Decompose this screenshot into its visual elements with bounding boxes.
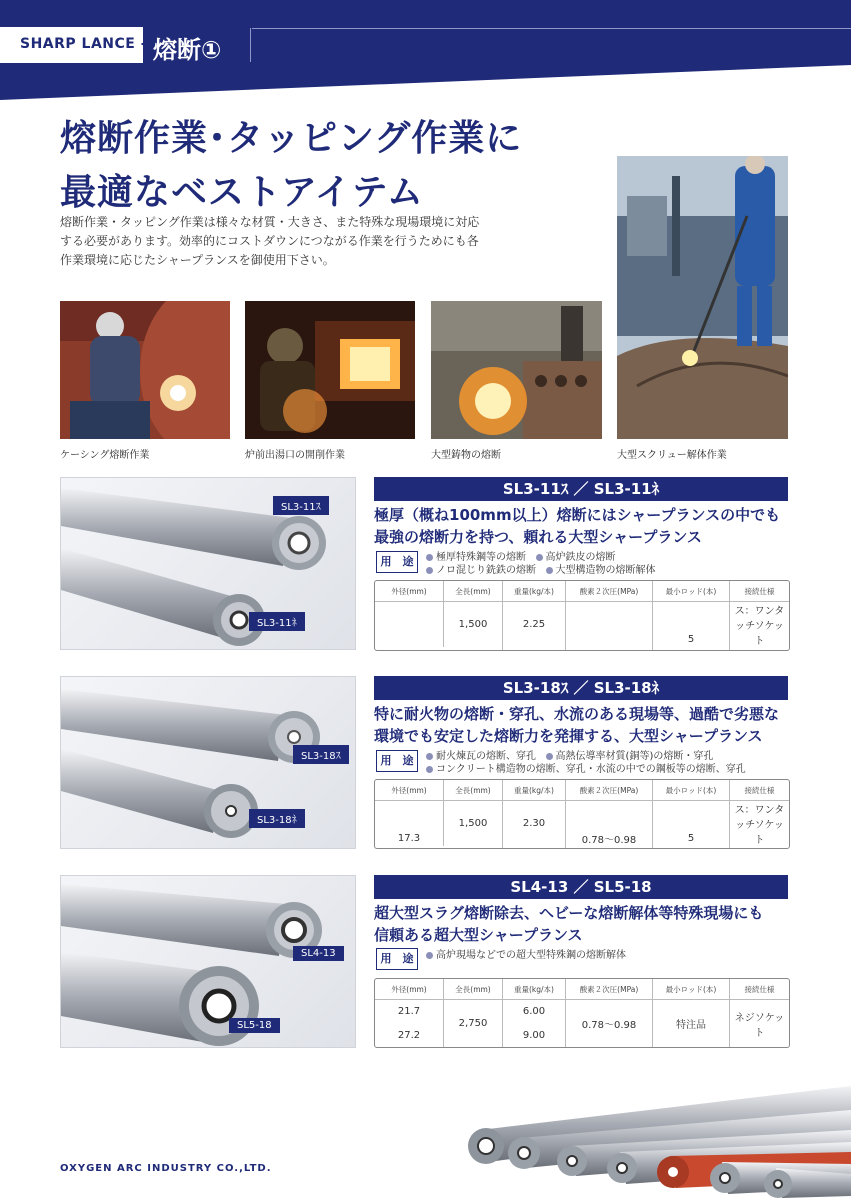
col-header: 接続仕様 — [730, 780, 790, 801]
spec-table — [374, 580, 790, 651]
product-description — [374, 902, 763, 946]
bullet-icon — [546, 753, 553, 760]
col-header: 重量(kg/本) — [503, 979, 566, 1000]
use-label: 用 途 — [376, 948, 418, 970]
col-header: 最小ロッド(本) — [653, 780, 730, 801]
desc-line: 環境でも安定した熔断力を発揮する、大型シャープランス — [374, 727, 763, 745]
product-tag: SL3-18ﾈ — [249, 809, 305, 828]
photo-furnace-tapping — [245, 301, 415, 439]
product-tag: SL5-18 — [229, 1018, 280, 1033]
product-tag: SL3-18ｽ — [293, 745, 349, 764]
product-description — [374, 504, 780, 548]
conn-cell — [730, 846, 790, 849]
header-divider — [250, 28, 251, 62]
product-tag: SL4-13 — [293, 946, 344, 961]
use-label: 用 途 — [376, 750, 418, 772]
product-image-sl3-18 — [60, 676, 356, 849]
conn-cell: ネジソケット — [730, 1000, 790, 1048]
use-text: 大型構造物の熔断解体 — [555, 565, 656, 576]
od-cell: 21.7 — [397, 1006, 421, 1018]
desc-line: 極厚（概ね100mm以上）熔断にはシャープランスの中でも — [374, 506, 781, 524]
col-header: 酸素２次圧(MPa) — [566, 979, 653, 1000]
footer-lances-image — [460, 1080, 851, 1200]
use-text: ノロ混じり銑鉄の熔断 — [436, 565, 536, 576]
bullet-icon — [426, 766, 433, 773]
col-header: 全長(mm) — [444, 780, 503, 801]
pressure-cell: 0.78～0.98 — [566, 1000, 653, 1048]
weight-cell: 2.30 — [503, 801, 566, 847]
min-rod-cell: 特注品 — [653, 1000, 730, 1048]
spec-table — [374, 978, 790, 1048]
col-header: 全長(mm) — [444, 979, 503, 1000]
od-cell: 27.2 — [397, 1029, 421, 1041]
desc-line: 特に耐火物の熔断・穿孔、水流のある現場等、過酷で劣悪な — [374, 705, 780, 723]
col-header: 酸素２次圧(MPa) — [566, 780, 653, 801]
product-tag: SL3-11ｽ — [273, 496, 329, 515]
pressure-cell — [566, 602, 653, 652]
col-header: 外径(mm) — [375, 581, 444, 602]
product-title-bar: SL3-18ｽ ／ SL3-18ﾈ — [374, 676, 788, 700]
use-text: 高炉現場などでの超大型特殊鋼の熔断解体 — [436, 950, 626, 961]
photo-casting-cutting — [431, 301, 602, 439]
pressure-cell: 0.78～0.98 — [566, 801, 653, 850]
col-header: 接続仕様 — [730, 581, 790, 602]
weight-cell: 9.00 — [503, 1024, 566, 1047]
length-cell — [444, 846, 503, 849]
bullet-icon — [426, 753, 433, 760]
bullet-icon — [536, 554, 543, 561]
photo-casing-cutting — [60, 301, 230, 439]
col-header: 重量(kg/本) — [503, 581, 566, 602]
use-text: 極厚特殊鋼等の熔断 — [436, 552, 526, 563]
conn-cell: ス：ワンタッチソケット — [730, 801, 790, 847]
footer-company: OXYGEN ARC INDUSTRY CO.,LTD. — [60, 1163, 272, 1174]
product-image-sl3-11 — [60, 477, 356, 650]
product-image-sl4-sl5 — [60, 875, 356, 1048]
header-label: SHARP LANCE -1 — [20, 36, 158, 52]
col-header: 全長(mm) — [444, 581, 503, 602]
min-rod-cell: 5 — [653, 602, 730, 652]
use-text: 高熱伝導率材質(銅等)の熔断・穿孔 — [555, 751, 714, 762]
product-description — [374, 703, 779, 747]
bullet-icon — [426, 554, 433, 561]
length-cell — [444, 647, 503, 651]
product-tag: SL3-11ﾈ — [249, 612, 305, 631]
bullet-icon — [546, 567, 553, 574]
od-cell: 17.3 — [397, 833, 421, 844]
product-title-bar: SL4-13 ／ SL5-18 — [374, 875, 788, 899]
header-rule — [252, 28, 851, 29]
length-cell: 1,500 — [444, 602, 503, 648]
od-cell — [375, 602, 444, 652]
conn-cell: ス：ワンタッチソケット — [730, 602, 790, 648]
col-header: 重量(kg/本) — [503, 780, 566, 801]
photo-screw-dismantling — [617, 156, 788, 439]
product-title-bar: SL3-11ｽ ／ SL3-11ﾈ — [374, 477, 788, 501]
col-header: 外径(mm) — [375, 979, 444, 1000]
desc-line: 信頼ある超大型シャープランス — [374, 926, 583, 944]
use-item — [426, 946, 626, 961]
conn-cell — [730, 647, 790, 651]
header-title: 熔断① — [153, 36, 222, 64]
photo-caption-1: ケーシング熔断作業 — [60, 450, 150, 461]
photo-caption-4: 大型スクリュー解体作業 — [617, 450, 727, 461]
headline-line-1: 熔断作業･タッピング作業に — [60, 118, 523, 159]
desc-line: 超大型スラグ熔断除去、ヘビーな熔断解体等特殊現場にも — [374, 904, 764, 922]
bullet-icon — [426, 952, 433, 959]
use-text: 高炉鉄皮の熔断 — [545, 552, 616, 563]
spec-table — [374, 779, 790, 849]
col-header: 酸素２次圧(MPa) — [566, 581, 653, 602]
weight-cell — [503, 647, 566, 651]
use-text: 耐火煉瓦の熔断、穿孔 — [436, 751, 536, 762]
col-header: 最小ロッド(本) — [653, 581, 730, 602]
headline-line-2: 最適なベストアイテム — [60, 172, 424, 213]
desc-line: 最強の熔断力を持つ、頼れる大型シャープランス — [374, 528, 702, 546]
length-cell: 1,500 — [444, 801, 503, 847]
headline — [60, 112, 522, 220]
weight-cell — [503, 846, 566, 849]
photo-caption-2: 炉前出湯口の開削作業 — [245, 450, 345, 461]
intro-text: 熔断作業・タッピング作業は様々な材質・大きさ、また特殊な現場環境に対応する必要があります。効率的にコストダウンにつながる作業を行うためにも各作業環境に応じたシャープランスを御使用下さい。 — [60, 215, 480, 267]
bullet-icon — [426, 567, 433, 574]
col-header: 外径(mm) — [375, 780, 444, 801]
use-label: 用 途 — [376, 551, 418, 573]
use-item — [426, 760, 746, 775]
use-item — [426, 561, 656, 576]
weight-cell: 6.00 — [503, 1000, 566, 1024]
photo-caption-3: 大型鋳物の熔断 — [431, 450, 501, 461]
length-cell: 2,750 — [444, 1000, 503, 1048]
col-header: 最小ロッド(本) — [653, 979, 730, 1000]
use-text: コンクリート構造物の熔断、穿孔・水流の中での鋼板等の熔断、穿孔 — [436, 764, 746, 775]
col-header: 接続仕様 — [730, 979, 790, 1000]
weight-cell: 2.25 — [503, 602, 566, 648]
min-rod-cell: 5 — [653, 801, 730, 850]
